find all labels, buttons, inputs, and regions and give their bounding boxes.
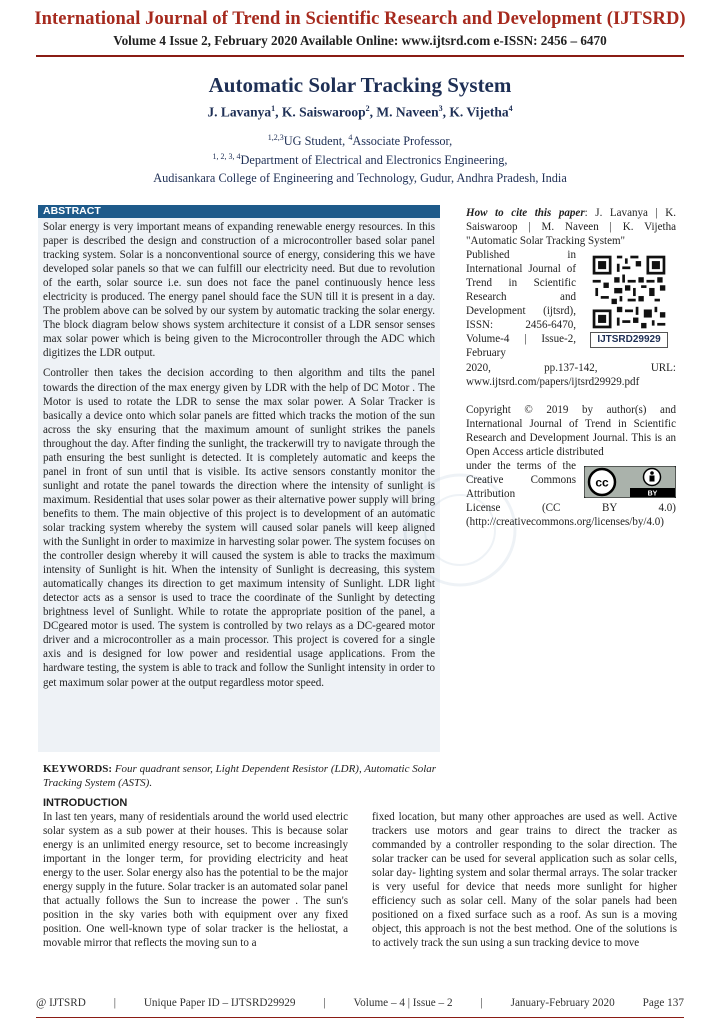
footer-site: @ IJTSRD bbox=[36, 997, 86, 1009]
affil-sup: 1, 2, 3, 4 bbox=[212, 152, 241, 161]
affil-text: Department of Electrical and Electronics Engineering, bbox=[240, 153, 508, 168]
intro-heading: INTRODUCTION bbox=[43, 797, 128, 809]
copyright-narrow-text: under the terms of the Creative Commons Attribution bbox=[466, 460, 576, 501]
intro-right-column bbox=[372, 810, 677, 950]
intro-paragraph: In last ten years, many of residentials around the world used electric solar system as a sub power at their houses. This is because solar energy is an unlimited energy resource, set to become increasingly important in the longer term, for providing electricity and heat energy to the user. Solar energy also has the potential to be the major energy supply in the future. Solar tracker is an automated solar panel that actually follows the Sun to increase the power . The sun's position in the sky varies both with equipment over any fixed position. One well-known type of solar tracker is the heliostat, a movable mirror that reflects the moving sun to a bbox=[43, 811, 348, 950]
affil-text: UG Student, bbox=[283, 134, 349, 149]
author-sup: 3 bbox=[438, 104, 443, 113]
author-sup: 1 bbox=[271, 104, 276, 113]
intro-paragraph: fixed location, but many other approaches are used as well. Active trackers use motors and gear trains to direct the tracker as commanded by a controller responding to the solar direction. The solar tracker can be used for several application such as solar cells, solar day- lighting system and solar thermal arrays. The solar tracker is very useful for device that needs more sunlight for higher efficiency such as solar cell. Many of the solar panels had been positioned on a fixed surface such as a roof. As sun is a moving object, this approach is not the best method. One of the solutions is to actively track the sun using a sun tracking device to move bbox=[372, 811, 677, 950]
author-sup: 4 bbox=[508, 104, 513, 113]
cite-text: : J. Lavanya | K. Saiswaroop | M. Naveen | K. Vijetha "Automatic Solar Tracking System" bbox=[466, 207, 676, 248]
cite-pp-line: 2020, pp.137-142, URL: bbox=[466, 361, 676, 374]
paper-title: Automatic Solar Tracking System bbox=[208, 73, 512, 97]
abstract-paragraph: Controller then takes the decision according to then algorithm and tilts the panel towards the direction of the max energy given by LDR with the help of DC Motor . The Motor is used to rotate the LDR to sense the max solar power. A Solar Tracker is basically a device onto which solar panels are fitted which tracks the motion of the sun across the sky ensuring that the maximum amount of sunlight strikes the panels throughout the day. After finding the sunlight, the trackerwill try to navigate through the path ensuring the best sunlight is detected. It is completely automatic and keeps the panel in front of sun until that is visible. Its active sensors constantly monitor the sunlight and rotate the panel towards the direction where the intensity of sunlight is maximum. Residential that uses solar power as their alternative power supply will bring benefits to them. The main objective of this project is to development of an automatic solar tracking system whereby the system will caused solar panels will keep aligned with the Sunlight in order to maximize in harvesting solar power. The system focuses on the controller design whereby it will caused the system is able to tracks the maximum intensity of Sunlight is hit. When the intensity of Sunlight is decreasing, this system automatically changes its direction to get maximum intensity of Sunlight. LDR light detector acts as a sensor is used to trace the coordinate of the Sunlight by detecting brightness level of Sunlight. While to rotate the appropriate position of the panel, a DCgeared motor is used. The system is controlled by two relays as a DC-geared motor driver and a microcontroller as a main processor. This project is covered for a single axis and is designed for low power and residential usage applications. From the hardware testing, the system is able to track and follow the Sunlight intensity in order to get maximum solar power at the output regardless motor speed. bbox=[43, 367, 435, 689]
affil-text: Associate Professor, bbox=[352, 134, 453, 149]
license-line: License (CC BY 4.0) bbox=[466, 502, 676, 515]
journal-issue-line: Volume 4 Issue 2, February 2020 Available Online: www.ijtsrd.com e-ISSN: 2456 – 6470 bbox=[113, 33, 607, 48]
footer-paper-id: Unique Paper ID – IJTSRD29929 bbox=[143, 997, 296, 1009]
license-url: (http://creativecommons.org/licenses/by/4.0) bbox=[466, 516, 664, 529]
author-name: K. Saiswaroop bbox=[281, 104, 366, 120]
abstract-paragraph: Solar energy is very important means of expanding renewable energy resources. In this paper is described the design and construction of a microcontroller based solar panel tracking system. Solar is a nonconventional source of energy, considering this we have developed solar panels so that we can fulfill our electricity need. But due to revolution of the earth, solar source i.e. sun does not face the panel continuously hence less electricity is produced. The energy panel should face the SUN till it is present in a day. The problem above can be solved by our system by automatic tracking the solar energy. The block diagram below shows system architecture it consist of a LDR sensor senses max solar power which is being given to the Microcontroller through the ADC which digitizes the LDR output. bbox=[43, 221, 435, 360]
journal-title: International Journal of Trend in Scientific Research and Development (IJTSRD) bbox=[34, 9, 686, 29]
cc-label: cc bbox=[595, 475, 609, 490]
by-label: BY bbox=[647, 490, 658, 498]
copyright-text: Copyright © 2019 by author(s) and International Journal of Trend in Scientific Research and Development Journal. This is an Open Access article distributed bbox=[466, 404, 676, 459]
keywords bbox=[43, 762, 443, 790]
affiliation-role bbox=[0, 133, 720, 149]
cite-narrow-text: Published in International Journal of Trend in Scientific Research and Development (ijtsrd), ISSN: 2456-6470, Volume-4 | Issue-2, February bbox=[466, 249, 576, 360]
header-rule bbox=[36, 55, 684, 57]
author-name: J. Lavanya bbox=[207, 104, 272, 120]
cc-by-badge-icon bbox=[584, 466, 676, 498]
footer-separator: | bbox=[323, 997, 326, 1009]
abstract-heading: ABSTRACT bbox=[38, 205, 440, 218]
affil-sup: 4 bbox=[348, 133, 353, 142]
cite-label: How to cite this paper bbox=[466, 207, 585, 219]
cite-lines bbox=[466, 206, 676, 248]
author-name: M. Naveen bbox=[376, 104, 439, 120]
footer-separator: | bbox=[480, 997, 483, 1009]
cite-url: www.ijtsrd.com/papers/ijtsrd29929.pdf bbox=[466, 375, 640, 388]
journal-watermark-icon bbox=[400, 470, 520, 590]
footer-separator: | bbox=[113, 997, 116, 1009]
paper-id-box: IJTSRD29929 bbox=[590, 332, 668, 348]
footer-volume: Volume – 4 | Issue – 2 bbox=[353, 997, 453, 1009]
keywords-text: Four quadrant sensor, Light Dependent Resistor (LDR), Automatic Solar Tracking System (ASTS). bbox=[43, 763, 437, 789]
intro-left-column bbox=[43, 810, 348, 950]
author-sup: 2 bbox=[365, 104, 370, 113]
affiliation-college: Audisankara College of Engineering and Technology, Gudur, Andhra Pradesh, India bbox=[153, 171, 567, 185]
author-name: K. Vijetha bbox=[449, 104, 509, 120]
abstract-box bbox=[38, 218, 440, 752]
keywords-label: KEYWORDS: bbox=[43, 763, 113, 775]
affiliation-department bbox=[0, 152, 720, 168]
footer-page: Page 137 bbox=[642, 997, 684, 1009]
author-list: J. Lavanya$^1$, K. Saiswaroop$^2$, M. Naveen$^3$, K. Vijetha$^4$ bbox=[207, 104, 513, 120]
page-footer bbox=[36, 997, 684, 1009]
qr-code-icon bbox=[590, 253, 668, 331]
footer-date: January-February 2020 bbox=[510, 997, 615, 1009]
affil-sup: 1,2,3 bbox=[267, 133, 284, 142]
